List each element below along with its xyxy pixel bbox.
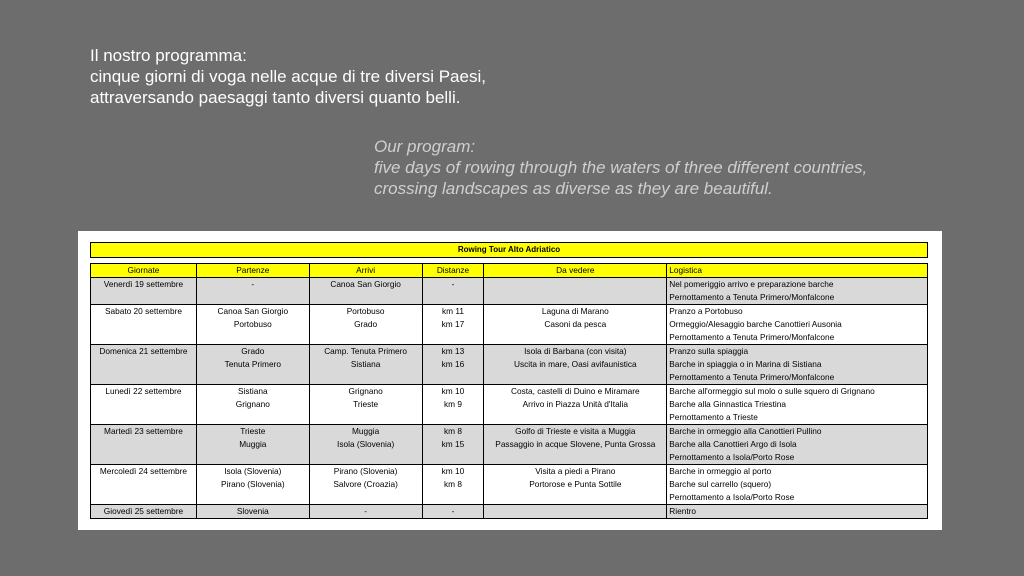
cell-da-vedere bbox=[484, 305, 667, 345]
cell-logistica bbox=[667, 345, 928, 385]
cell-partenze bbox=[196, 425, 309, 465]
cell-line: Slovenia bbox=[236, 506, 269, 516]
cell-line: Salvore (Croazia) bbox=[333, 479, 398, 489]
header-logistica: Logistica bbox=[667, 264, 928, 278]
cell-line: km 15 bbox=[441, 439, 465, 449]
cell-line: Visita a piedi a Pirano bbox=[535, 466, 616, 476]
cell-logistica bbox=[667, 465, 928, 505]
cell-partenze bbox=[196, 278, 309, 305]
cell-line: Grado bbox=[354, 319, 378, 329]
table-row bbox=[91, 345, 928, 385]
cell-distanze bbox=[422, 505, 484, 519]
cell-line: Uscita in mare, Oasi avifaunistica bbox=[513, 359, 637, 369]
cell-line: Passaggio in acque Slovene, Punta Grossa bbox=[495, 439, 656, 449]
cell-line: Portobuso bbox=[233, 319, 272, 329]
cell-logistica bbox=[667, 425, 928, 465]
cell-partenze bbox=[196, 305, 309, 345]
cell-arrivi bbox=[309, 425, 422, 465]
cell-giornata bbox=[91, 385, 197, 425]
cell-arrivi bbox=[309, 305, 422, 345]
cell-logistica bbox=[667, 505, 928, 519]
table-row bbox=[91, 305, 928, 345]
table-row bbox=[91, 425, 928, 465]
cell-line: Pernottamento a Trieste bbox=[669, 412, 758, 422]
cell-line: Pirano (Slovenia) bbox=[333, 466, 398, 476]
cell-giornata bbox=[91, 345, 197, 385]
cell-da-vedere bbox=[484, 505, 667, 519]
header-partenze: Partenze bbox=[196, 264, 309, 278]
cell-arrivi bbox=[309, 505, 422, 519]
cell-line: Camp. Tenuta Primero bbox=[324, 346, 408, 356]
cell-line bbox=[486, 278, 664, 291]
cell-da-vedere bbox=[484, 278, 667, 305]
cell-line: Pernottamento a Tenuta Primero/Monfalcone bbox=[669, 292, 835, 302]
cell-logistica bbox=[667, 305, 928, 345]
cell-line: Rientro bbox=[669, 506, 697, 516]
cell-line: km 11 bbox=[441, 306, 464, 316]
cell-distanze bbox=[422, 278, 484, 305]
cell-da-vedere bbox=[484, 385, 667, 425]
cell-line: Costa, castelli di Duino e Miramare bbox=[510, 386, 640, 396]
table-title: Rowing Tour Alto Adriatico bbox=[90, 242, 928, 258]
cell-partenze bbox=[196, 465, 309, 505]
intro-en-line: crossing landscapes as diverse as they are beautiful. bbox=[374, 179, 773, 198]
table-row bbox=[91, 505, 928, 519]
table-row bbox=[91, 465, 928, 505]
cell-line: Venerdì 19 settembre bbox=[103, 279, 184, 289]
cell-line: Barche alla Canottieri Argo di Isola bbox=[669, 439, 797, 449]
cell-line: km 10 bbox=[441, 386, 465, 396]
cell-line: Isola (Slovenia) bbox=[224, 466, 282, 476]
cell-distanze bbox=[422, 385, 484, 425]
intro-it-line: cinque giorni di voga nelle acque di tre diversi Paesi, bbox=[90, 67, 486, 86]
cell-line: - bbox=[251, 279, 255, 289]
cell-line: km 8 bbox=[443, 426, 462, 436]
cell-giornata bbox=[91, 425, 197, 465]
cell-line: Isola (Slovenia) bbox=[337, 439, 395, 449]
cell-line: Laguna di Marano bbox=[541, 306, 609, 316]
cell-line: km 10 bbox=[441, 466, 465, 476]
cell-line: Pranzo sulla spiaggia bbox=[669, 346, 749, 356]
cell-line: Muggia bbox=[239, 439, 267, 449]
cell-line: Sistiana bbox=[238, 386, 268, 396]
intro-en-line: five days of rowing through the waters of three different countries, bbox=[374, 158, 868, 177]
cell-line: Grignano bbox=[348, 386, 383, 396]
cell-line: km 17 bbox=[441, 319, 465, 329]
cell-giornata bbox=[91, 278, 197, 305]
cell-line: Sabato 20 settembre bbox=[104, 306, 182, 316]
table-row bbox=[91, 385, 928, 425]
cell-arrivi bbox=[309, 345, 422, 385]
cell-line: Barche all'ormeggio sul molo o sulle squero di Grignano bbox=[669, 386, 875, 396]
cell-da-vedere bbox=[484, 425, 667, 465]
cell-distanze bbox=[422, 345, 484, 385]
cell-distanze bbox=[422, 425, 484, 465]
cell-line: km 8 bbox=[443, 479, 462, 489]
cell-line: km 13 bbox=[441, 346, 465, 356]
cell-arrivi bbox=[309, 465, 422, 505]
intro-italian bbox=[90, 45, 486, 108]
cell-partenze bbox=[196, 345, 309, 385]
cell-line: - bbox=[364, 506, 367, 516]
cell-arrivi bbox=[309, 278, 422, 305]
cell-line: Isola di Barbana (con visita) bbox=[524, 346, 627, 356]
cell-line: Grignano bbox=[235, 399, 270, 409]
cell-distanze bbox=[422, 305, 484, 345]
table-header-row bbox=[91, 264, 928, 278]
cell-logistica bbox=[667, 385, 928, 425]
cell-line: Sistiana bbox=[350, 359, 381, 369]
cell-line: Giovedì 25 settembre bbox=[103, 506, 184, 516]
cell-line: Nel pomeriggio arrivo e preparazione barche bbox=[669, 279, 834, 289]
cell-da-vedere bbox=[484, 345, 667, 385]
cell-line: km 9 bbox=[443, 399, 462, 409]
cell-partenze bbox=[196, 505, 309, 519]
cell-line: - bbox=[451, 279, 455, 289]
cell-line: Muggia bbox=[352, 426, 380, 436]
cell-line: Pirano (Slovenia) bbox=[220, 479, 285, 489]
header-arrivi: Arrivi bbox=[309, 264, 422, 278]
cell-arrivi bbox=[309, 385, 422, 425]
header-da-vedere: Da vedere bbox=[484, 264, 667, 278]
cell-line bbox=[486, 505, 664, 518]
cell-line: - bbox=[451, 506, 455, 516]
cell-line: Pranzo a Portobuso bbox=[669, 306, 743, 316]
header-giornate: Giornate bbox=[91, 264, 197, 278]
intro-en-line: Our program: bbox=[374, 137, 476, 156]
header-distanze: Distanze bbox=[422, 264, 484, 278]
cell-da-vedere bbox=[484, 465, 667, 505]
cell-line: Barche in ormeggio al porto bbox=[669, 466, 772, 476]
cell-line: Mercoledì 24 settembre bbox=[99, 466, 188, 476]
cell-distanze bbox=[422, 465, 484, 505]
cell-line: Golfo di Trieste e visita a Muggia bbox=[515, 426, 636, 436]
intro-english bbox=[374, 136, 867, 199]
cell-line: Trieste bbox=[353, 399, 379, 409]
cell-line: Ormeggio/Alesaggio barche Canottieri Ausonia bbox=[669, 319, 842, 329]
cell-line: Barche in ormeggio alla Canottieri Pullino bbox=[669, 426, 822, 436]
intro-it-line: attraversando paesaggi tanto diversi quanto belli. bbox=[90, 88, 461, 107]
cell-line: Tenuta Primero bbox=[224, 359, 281, 369]
cell-line: Portobuso bbox=[346, 306, 385, 316]
cell-giornata bbox=[91, 305, 197, 345]
cell-line: km 16 bbox=[441, 359, 465, 369]
table-row bbox=[91, 278, 928, 305]
cell-giornata bbox=[91, 465, 197, 505]
table-body bbox=[91, 278, 928, 519]
cell-line: Barche in spiaggia o in Marina di Sistiana bbox=[669, 359, 822, 369]
cell-partenze bbox=[196, 385, 309, 425]
cell-line: Pernottamento a Isola/Porto Rose bbox=[669, 452, 795, 462]
cell-line: Canoa San Giorgio bbox=[217, 306, 289, 316]
cell-line: Canoa San Giorgio bbox=[330, 279, 401, 289]
cell-giornata bbox=[91, 505, 197, 519]
cell-line: Lunedì 22 settembre bbox=[105, 386, 182, 396]
schedule-table bbox=[90, 263, 928, 519]
schedule-card bbox=[78, 231, 942, 530]
cell-line: Barche alla Ginnastica Triestina bbox=[669, 399, 786, 409]
cell-line: Domenica 21 settembre bbox=[99, 346, 188, 356]
cell-line: Barche sul carrello (squero) bbox=[669, 479, 772, 489]
cell-line: Pernottamento a Tenuta Primero/Monfalcone bbox=[669, 332, 835, 342]
cell-line: Portorose e Punta Sottile bbox=[529, 479, 622, 489]
cell-line: Arrivo in Piazza Unità d'Italia bbox=[522, 399, 628, 409]
cell-line: Martedì 23 settembre bbox=[104, 426, 183, 436]
cell-line: Trieste bbox=[240, 426, 266, 436]
cell-logistica bbox=[667, 278, 928, 305]
cell-line: Pernottamento a Isola/Porto Rose bbox=[669, 492, 795, 502]
cell-line: Grado bbox=[241, 346, 265, 356]
intro-it-line: Il nostro programma: bbox=[90, 46, 247, 65]
cell-line: Pernottamento a Tenuta Primero/Monfalcone bbox=[669, 372, 835, 382]
cell-line: Casoni da pesca bbox=[544, 319, 607, 329]
